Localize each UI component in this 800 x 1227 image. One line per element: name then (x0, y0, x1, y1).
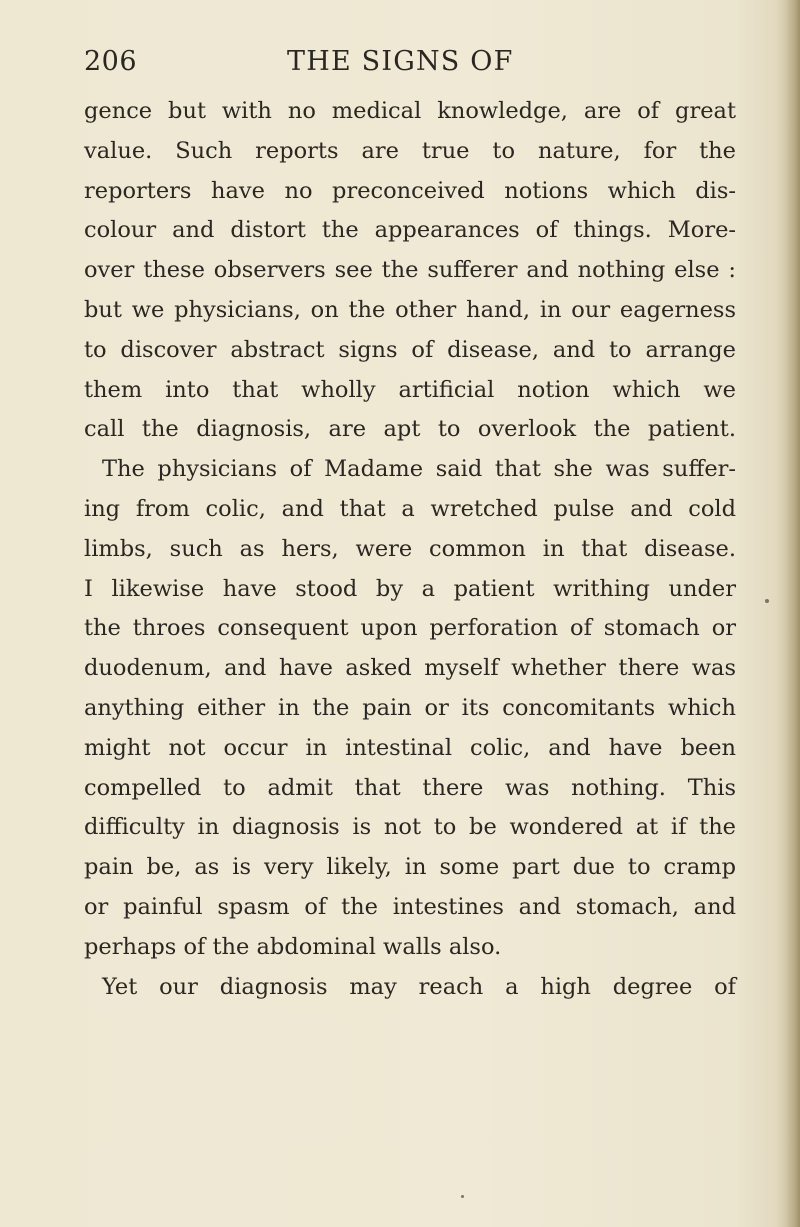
page-header (0, 46, 800, 86)
text-line: colour and distort the appearances of things. More- (84, 217, 736, 244)
text-line: over these observers see the sufferer and nothing else : (84, 257, 736, 284)
paragraph-end-line: perhaps of the abdominal walls also. (84, 933, 502, 960)
text-line: limbs, such as hers, were common in that disease. (84, 535, 736, 562)
running-head: THE SIGNS OF (287, 46, 514, 77)
text-line: gence but with no medical knowledge, are of great (84, 98, 736, 124)
text-line: ing from colic, and that a wretched pulse and cold (84, 495, 736, 522)
text-line: difficulty in diagnosis is not to be wondered at if the (84, 814, 736, 841)
text-line: the throes consequent upon perforation of stomach or (84, 615, 736, 642)
page-number: 206 (84, 46, 138, 77)
text-line: to discover abstract signs of disease, and to arrange (84, 336, 736, 363)
text-line: value. Such reports are true to nature, for the (84, 137, 736, 164)
page-edge-shadow (786, 0, 800, 1227)
text-line: I likewise have stood by a patient writhing under (84, 575, 736, 602)
paragraph-start-line: The physicians of Madame said that she was suffer- (102, 456, 736, 483)
text-line: reporters have no preconceived notions which dis- (84, 177, 736, 204)
paper-speck (765, 599, 769, 603)
text-line: pain be, as is very likely, in some part due to cramp (84, 854, 736, 881)
text-line: or painful spasm of the intestines and stomach, and (84, 893, 736, 920)
paragraph-start-line: Yet our diagnosis may reach a high degree of (102, 973, 736, 1000)
paper-speck (461, 1195, 464, 1198)
body-text (84, 92, 736, 1007)
text-line: might not occur in intestinal colic, and have been (84, 734, 736, 761)
text-line: anything either in the pain or its concomitants which (84, 694, 736, 721)
text-line: compelled to admit that there was nothing. This (84, 774, 736, 801)
text-line: but we physicians, on the other hand, in our eagerness (84, 296, 736, 323)
text-line: them into that wholly artificial notion which we (84, 376, 736, 403)
text-line: duodenum, and have asked myself whether there was (84, 655, 736, 682)
text-line: call the diagnosis, are apt to overlook the patient. (84, 416, 736, 443)
